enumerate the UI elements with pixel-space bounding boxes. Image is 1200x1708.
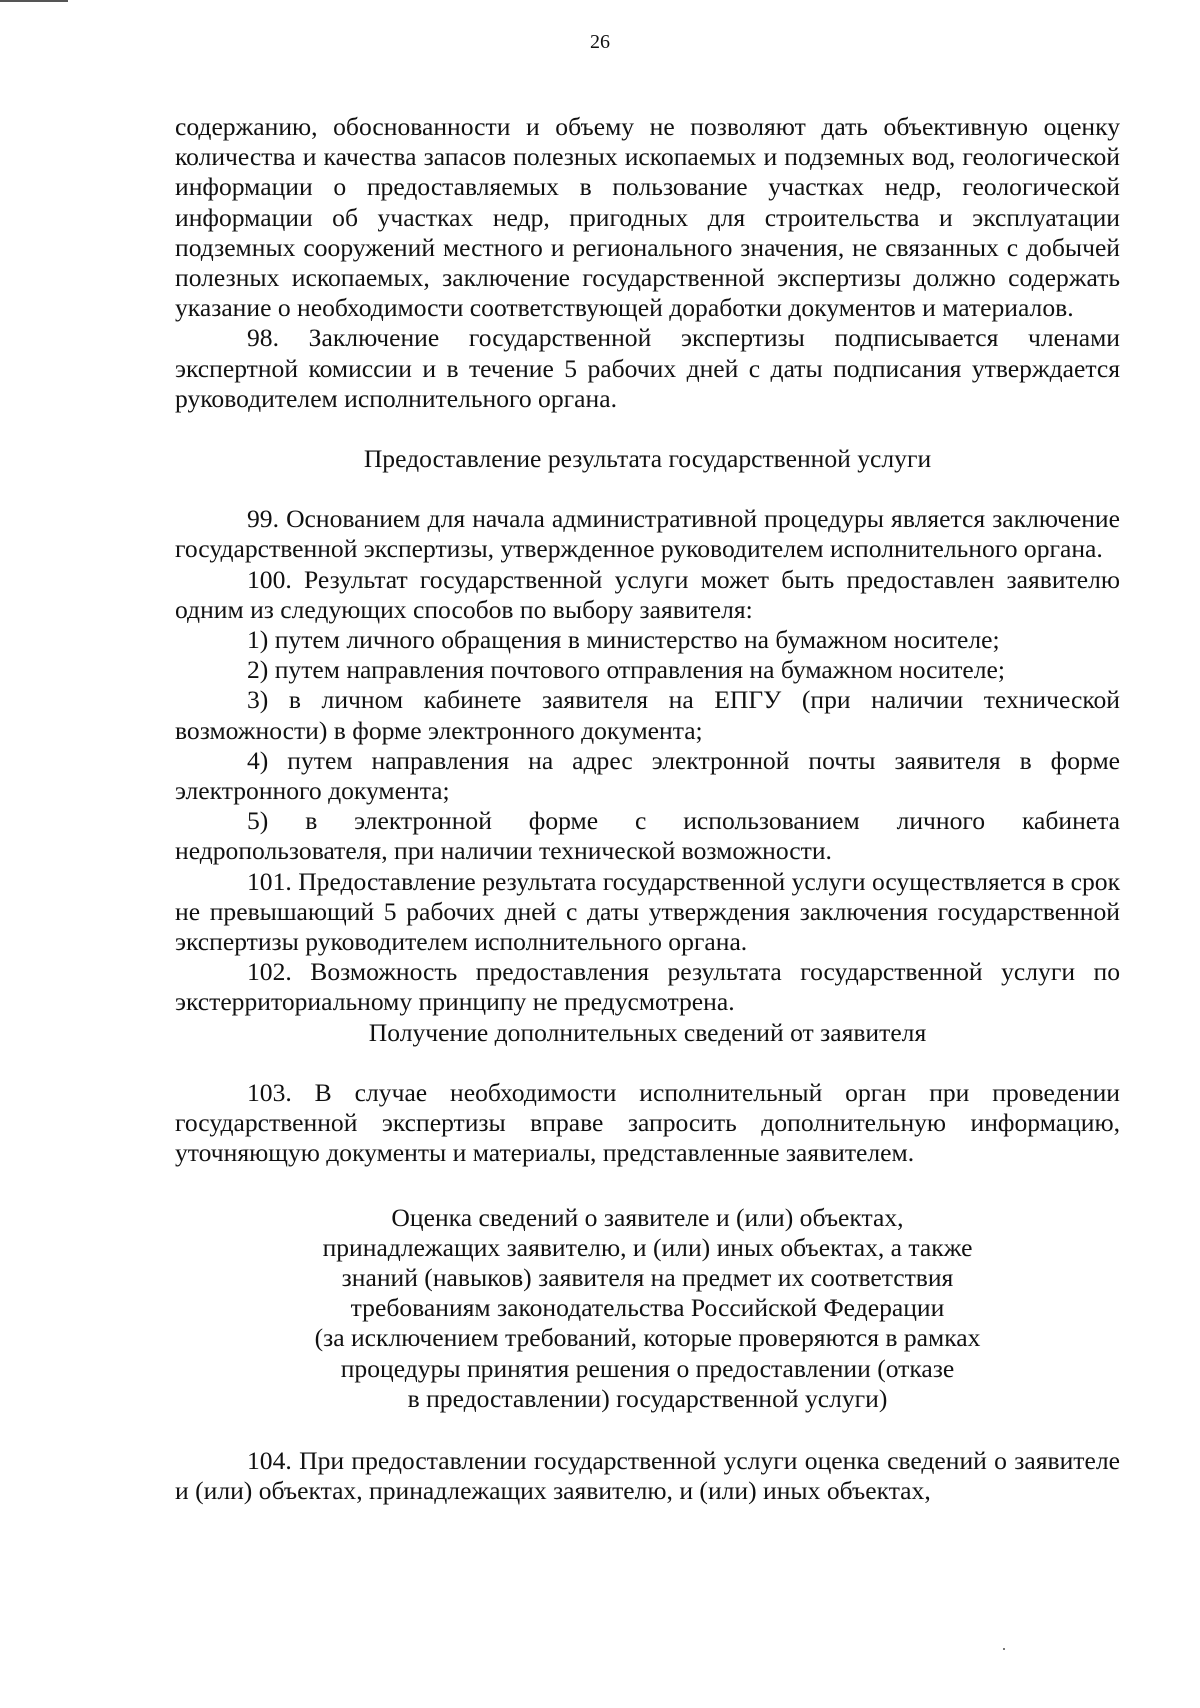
paragraph-103: 103. В случае необходимости исполнительный орган при проведении государственной экспертизы вправе запросить дополнительную информацию, уточняющую документы и материалы, представленные заявителем. [175,1077,1120,1168]
paragraph-99: 99. Основанием для начала административной процедуры является заключение государственной экспертизы, утвержденное руководителем исполнительного органа. [175,504,1120,564]
paragraph-100: 100. Результат государственной услуги может быть предоставлен заявителю одним из следующих способов по выбору заявителя: [175,564,1120,624]
list-item-100-5: 5) в электронной форме с использованием личного кабинета недропользователя, при наличии технической возможности. [175,806,1120,866]
scan-corner-mark [0,0,68,2]
heading-line: (за исключением требований, которые проверяются в рамках [314,1323,981,1353]
heading-line: принадлежащих заявителю, и (или) иных объектах, а также [322,1232,973,1262]
list-item-100-3: 3) в личном кабинете заявителя на ЕПГУ (при наличии технической возможности) в форме электронного документа; [175,685,1120,745]
paragraph-101: 101. Предоставление результата государственной услуги осуществляется в срок не превышающий 5 рабочих дней с даты утверждения заключения государственной экспертизы руководителем исполнительного органа. [175,866,1120,957]
paragraph-continuation: содержанию, обоснованности и объему не позволяют дать объективную оценку количества и качества запасов полезных ископаемых и подземных вод, геологической информации о предоставляемых в пользование участках недр, геологической информации об участках недр, пригодных для строительства и эксплуатации подземных сооружений местного и регионального значения, не связанных с добычей полезных ископаемых, заключение государственной экспертизы должно содержать указание о необходимости соответствующей доработки документов и материалов. [175,112,1120,323]
list-item-100-1: 1) путем личного обращения в министерство на бумажном носителе; [247,625,1000,655]
paragraph-98: 98. Заключение государственной экспертизы подписывается членами экспертной комиссии и в течение 5 рабочих дней с даты подписания утверждается руководителем исполнительного органа. [175,323,1120,413]
heading-applicant-assessment [175,1203,1120,1414]
heading-line: требованиям законодательства Российской Федерации [350,1293,945,1323]
document-body [175,112,1120,1506]
paragraph-104: 104. При предоставлении государственной услуги оценка сведений о заявителе и (или) объектах, принадлежащих заявителю, и (или) иных объектах, [175,1445,1120,1506]
list-item-100-4: 4) путем направления на адрес электронной почты заявителя в форме электронного документа; [175,745,1120,806]
paragraph-102: 102. Возможность предоставления результата государственной услуги по экстерриториальному принципу не предусмотрена. [175,957,1120,1017]
heading-line: процедуры принятия решения о предоставлении (отказе [340,1353,955,1383]
heading-line: знаний (навыков) заявителя на предмет их соответствия [341,1262,954,1292]
heading-additional-info: Получение дополнительных сведений от заявителя [368,1017,927,1047]
list-item-100-2: 2) путем направления почтового отправления на бумажном носителе; [247,655,1006,685]
scan-speck [1003,1648,1005,1650]
heading-line: в предоставлении) государственной услуги) [407,1383,888,1413]
heading-line: Оценка сведений о заявителе и (или) объектах, [391,1202,904,1232]
page-number: 26 [590,31,610,53]
heading-result-provision: Предоставление результата государственной услуги [363,444,932,474]
